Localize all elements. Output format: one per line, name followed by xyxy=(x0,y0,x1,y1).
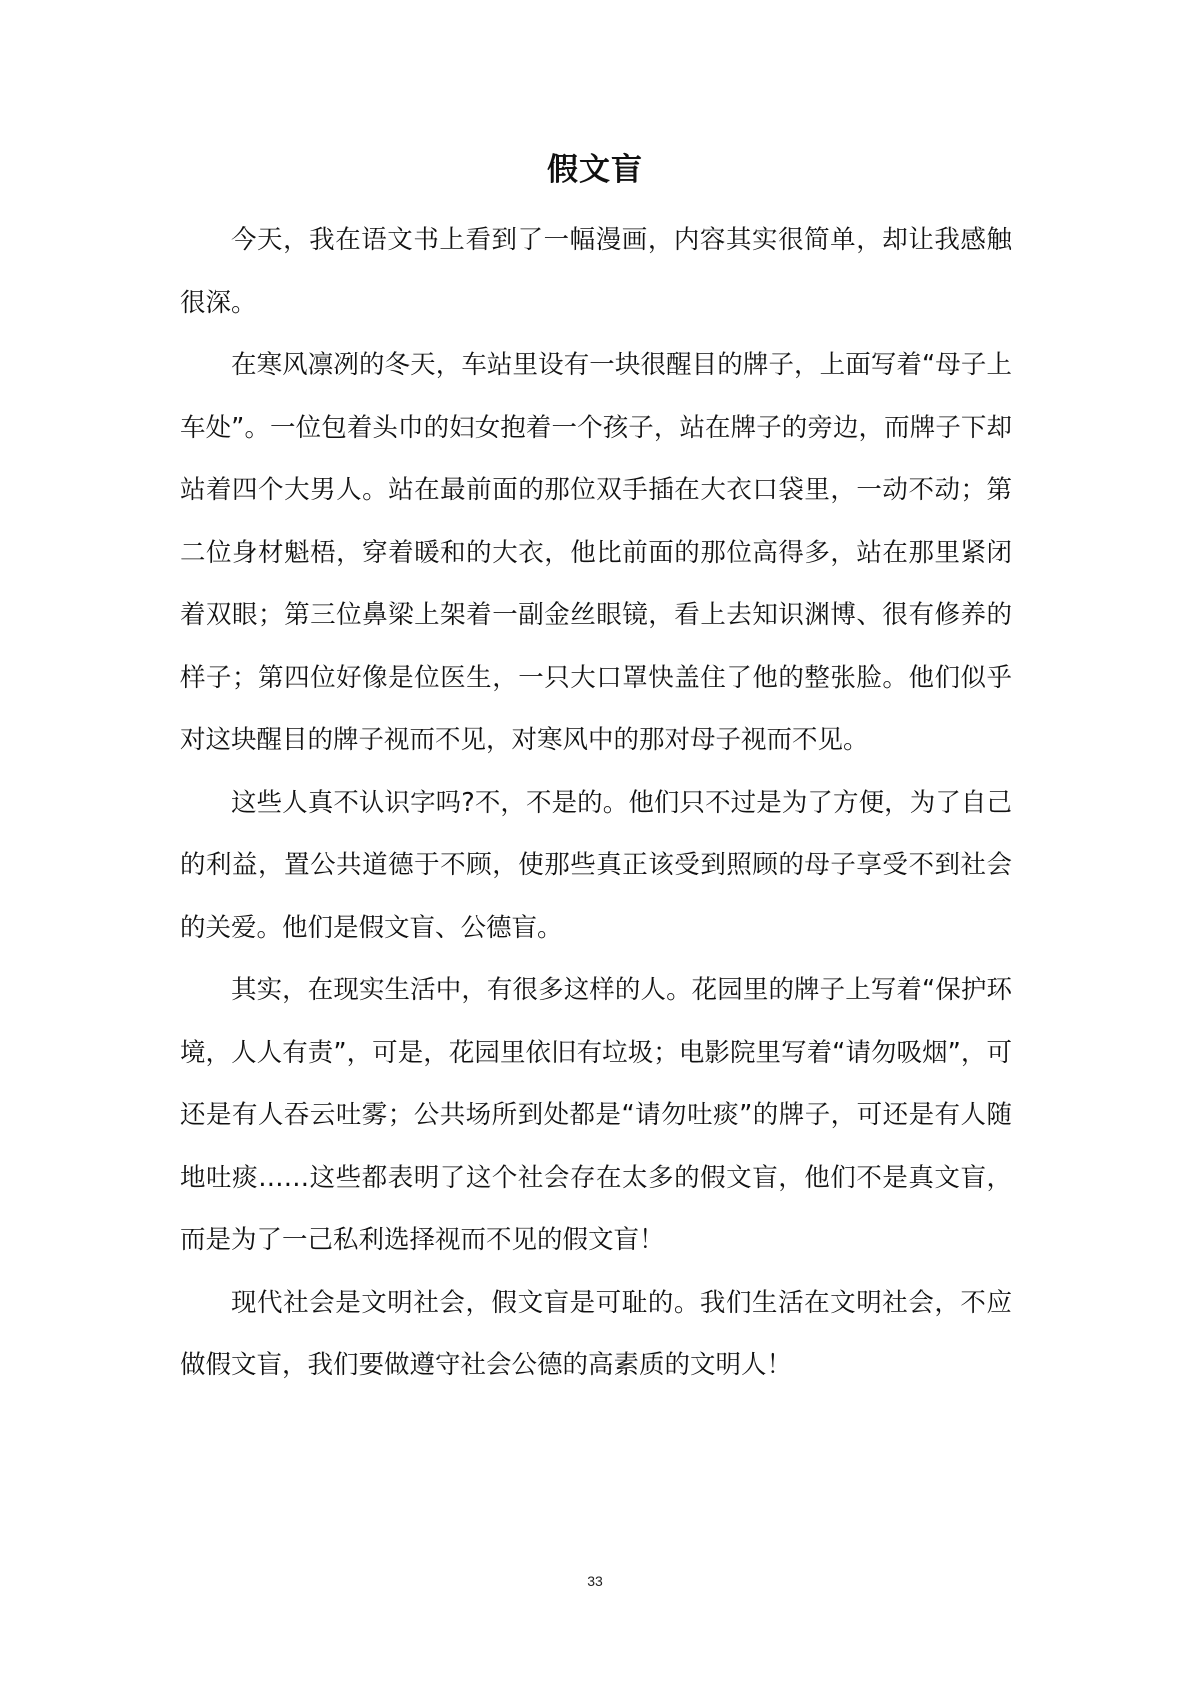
page-number: 33 xyxy=(587,1573,603,1589)
paragraph-5: 现代社会是文明社会，假文盲是可耻的。我们生活在文明社会，不应做假文盲，我们要做遵守社会公德的高素质的文明人！ xyxy=(180,1287,1012,1380)
page-title: 假文盲 xyxy=(547,152,643,188)
paragraph-2: 在寒风凛冽的冬天，车站里设有一块很醒目的牌子，上面写着“母子上车处”。一位包着头巾的妇女抱着一个孩子，站在牌子的旁边，而牌子下却站着四个大男人。站在最前面的那位双手插在大衣口袋里，一动不动；第二位身材魁梧，穿着暖和的大衣，他比前面的那位高得多，站在那里紧闭着双眼；第三位鼻梁上架着一副金丝眼镜，看上去知识渊博、很有修养的样子；第四位好像是位医生，一只大口罩快盖住了他的整张脸。他们似乎对这块醒目的牌子视而不见，对寒风中的那对母子视而不见。 xyxy=(180,350,1012,755)
essay-body xyxy=(180,209,1012,1397)
paragraph-3: 这些人真不认识字吗?不，不是的。他们只不过是为了方便，为了自己的利益，置公共道德于不顾，使那些真正该受到照顾的母子享受不到社会的关爱。他们是假文盲、公德盲。 xyxy=(180,787,1012,943)
paragraph-1: 今天，我在语文书上看到了一幅漫画，内容其实很简单，却让我感触很深。 xyxy=(180,225,1012,318)
paragraph-4: 其实，在现实生活中，有很多这样的人。花园里的牌子上写着“保护环境，人人有责”，可是，花园里依旧有垃圾；电影院里写着“请勿吸烟”，可还是有人吞云吐雾；公共场所到处都是“请勿吐痰”的牌子，可还是有人随地吐痰……这些都表明了这个社会存在太多的假文盲，他们不是真文盲，而是为了一己私利选择视而不见的假文盲！ xyxy=(180,975,1012,1255)
